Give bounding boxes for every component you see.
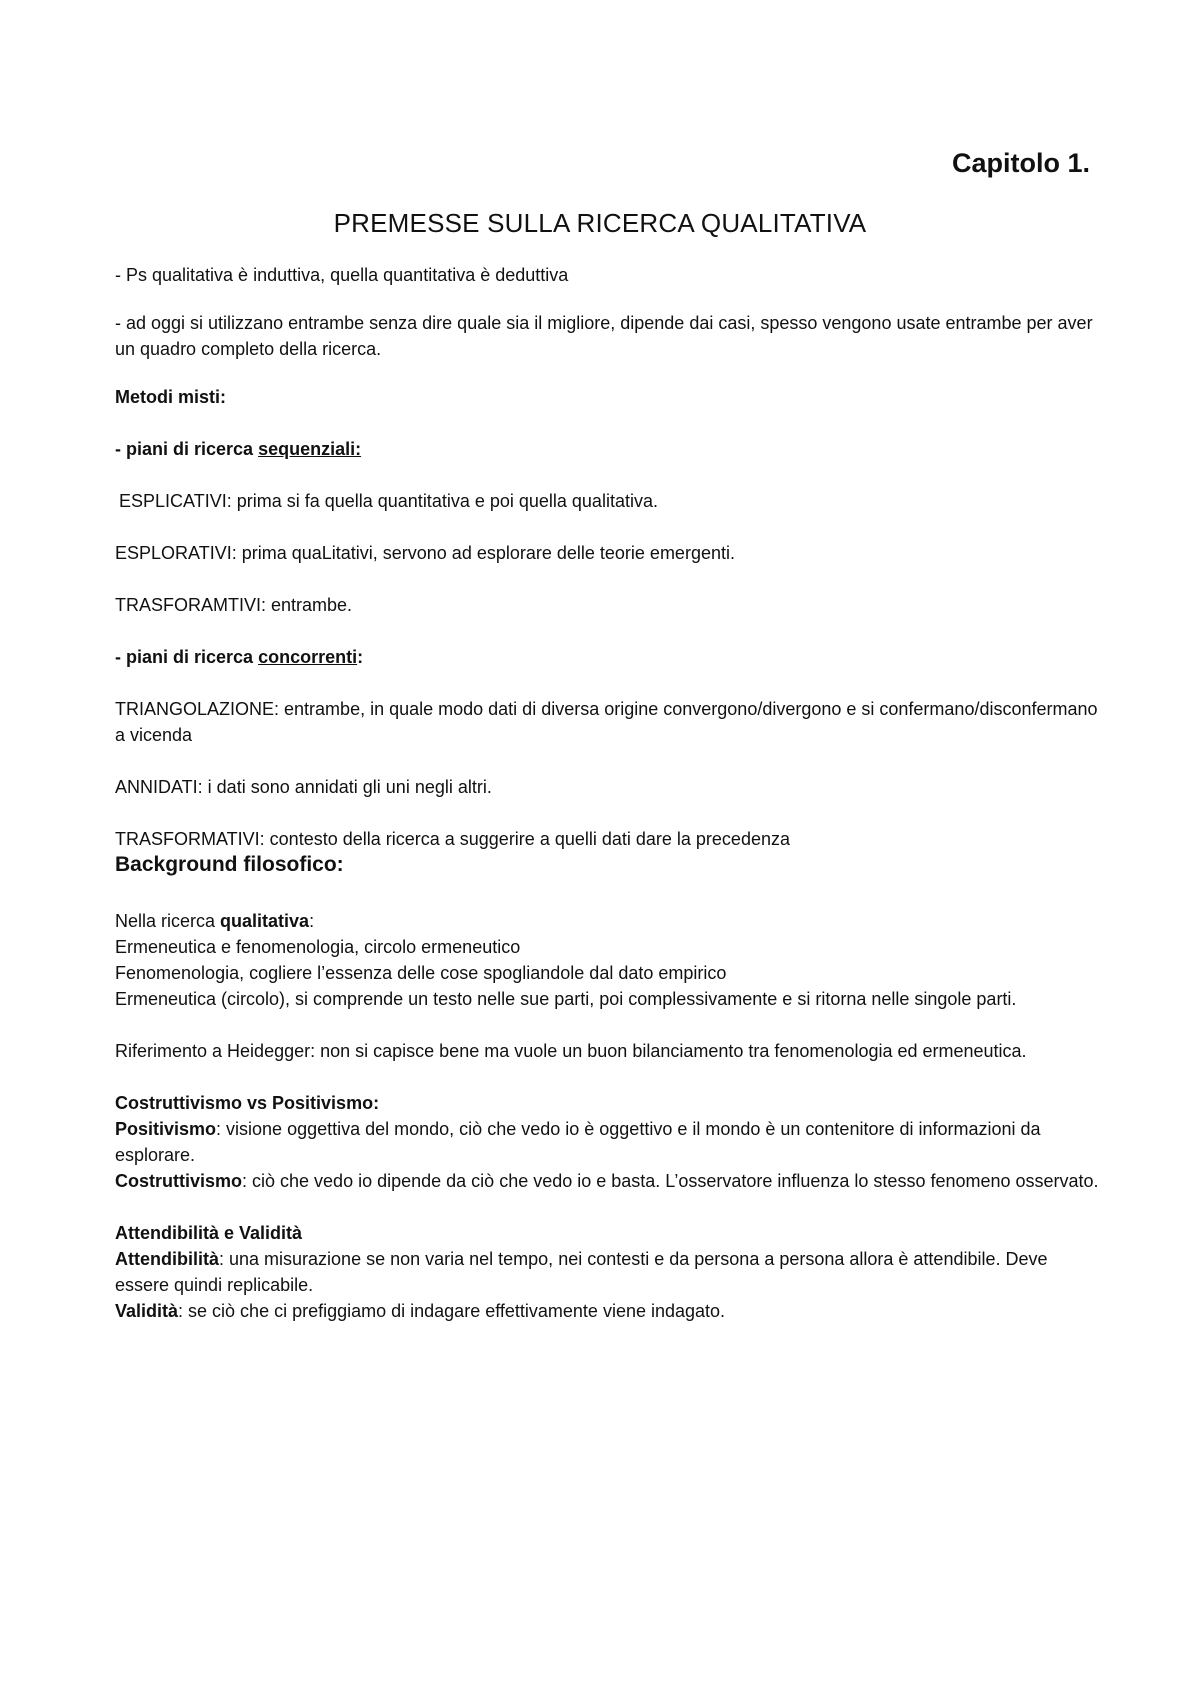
qualitative-research-line: [115, 908, 1105, 934]
concurrent-keyword: concorrenti: [258, 647, 358, 667]
sequential-item-explicative: [115, 488, 1105, 514]
concurrent-item-nested: [115, 774, 1105, 800]
item-text: entrambe.: [266, 595, 353, 615]
item-label: ANNIDATI:: [115, 777, 203, 797]
chapter-label: Capitolo 1.: [951, 148, 1090, 178]
intro-line-1: - Ps qualitativa è induttiva, quella quantitativa è deduttiva: [115, 265, 569, 285]
item-label: ESPLORATIVI:: [115, 543, 237, 563]
item-text: contesto della ricerca a suggerire a quelli dati dare la precedenza: [264, 829, 790, 849]
page-title: PREMESSE SULLA RICERCA QUALITATIVA: [333, 208, 867, 238]
positivism-definition: [115, 1116, 1105, 1168]
validity-text: : se ciò che ci prefiggiamo di indagare effettivamente viene indagato.: [178, 1301, 726, 1321]
item-text: prima si fa quella quantitativa e poi quella qualitativa.: [231, 491, 658, 511]
constructivism-definition: [115, 1168, 1105, 1194]
positivism-text: : visione oggettiva del mondo, ciò che vedo io è oggettivo e il mondo è un contenitore di informazioni da esplorare.: [115, 1119, 1041, 1165]
item-text: entrambe, in quale modo dati di diversa origine convergono/divergono e si confermano/disconfermano a vicenda: [115, 699, 1098, 745]
positivism-label: Positivismo: [115, 1119, 217, 1139]
validity-label: Validità: [115, 1301, 179, 1321]
constructivism-heading: Costruttivismo vs Positivismo:: [115, 1093, 380, 1113]
reliability-label: Attendibilità: [115, 1249, 219, 1269]
concurrent-plans-heading: [115, 644, 1105, 670]
sequential-keyword: sequenziali:: [258, 439, 362, 459]
mixed-methods-heading: Metodi misti:: [115, 387, 226, 407]
background-line-1: Ermeneutica e fenomenologia, circolo ermeneutico: [115, 937, 521, 957]
concurrent-suffix: :: [357, 647, 364, 667]
item-label: TRASFORMATIVI:: [115, 829, 265, 849]
validity-definition: [115, 1298, 1105, 1324]
item-label: TRIANGOLAZIONE:: [115, 699, 280, 719]
sequential-item-transformative: [115, 592, 1105, 618]
reliability-heading: Attendibilità e Validità: [115, 1223, 303, 1243]
qual-prefix: Nella ricerca: [115, 911, 221, 931]
qual-keyword: qualitativa: [220, 911, 310, 931]
qual-suffix: :: [309, 911, 315, 931]
constructivism-label: Costruttivismo: [115, 1171, 243, 1191]
sequential-item-explorative: [115, 540, 1105, 566]
heidegger-reference: Riferimento a Heidegger: non si capisce bene ma vuole un buon bilanciamento tra fenomenologia ed ermeneutica.: [115, 1041, 1027, 1061]
reliability-text: : una misurazione se non varia nel tempo, nei contesti e da persona a persona allora è attendibile. Deve essere quindi replicabile.: [115, 1249, 1048, 1295]
background-line-3: Ermeneutica (circolo), si comprende un testo nelle sue parti, poi complessivamente e si ritorna nelle singole parti.: [115, 989, 1017, 1009]
item-label: ESPLICATIVI:: [119, 491, 232, 511]
intro-line-2: - ad oggi si utilizzano entrambe senza dire quale sia il migliore, dipende dai casi, spesso vengono usate entrambe per aver un quadro completo della ricerca.: [115, 313, 1093, 359]
sequential-prefix: - piani di ricerca: [115, 439, 259, 459]
concurrent-prefix: - piani di ricerca: [115, 647, 259, 667]
constructivism-text: : ciò che vedo io dipende da ciò che vedo io e basta. L’osservatore influenza lo stesso fenomeno osservato.: [242, 1171, 1099, 1191]
background-heading: Background filosofico:: [115, 853, 344, 876]
sequential-plans-heading: [115, 436, 1105, 462]
reliability-definition: [115, 1246, 1105, 1298]
concurrent-item-transformative: [115, 826, 1105, 852]
background-line-2: Fenomenologia, cogliere l’essenza delle cose spogliandole dal dato empirico: [115, 963, 727, 983]
concurrent-item-triangulation: [115, 696, 1105, 748]
item-text: i dati sono annidati gli uni negli altri.: [202, 777, 492, 797]
item-label: TRASFORAMTIVI:: [115, 595, 267, 615]
item-text: prima quaLitativi, servono ad esplorare delle teorie emergenti.: [236, 543, 735, 563]
document-body: [115, 262, 1105, 1324]
